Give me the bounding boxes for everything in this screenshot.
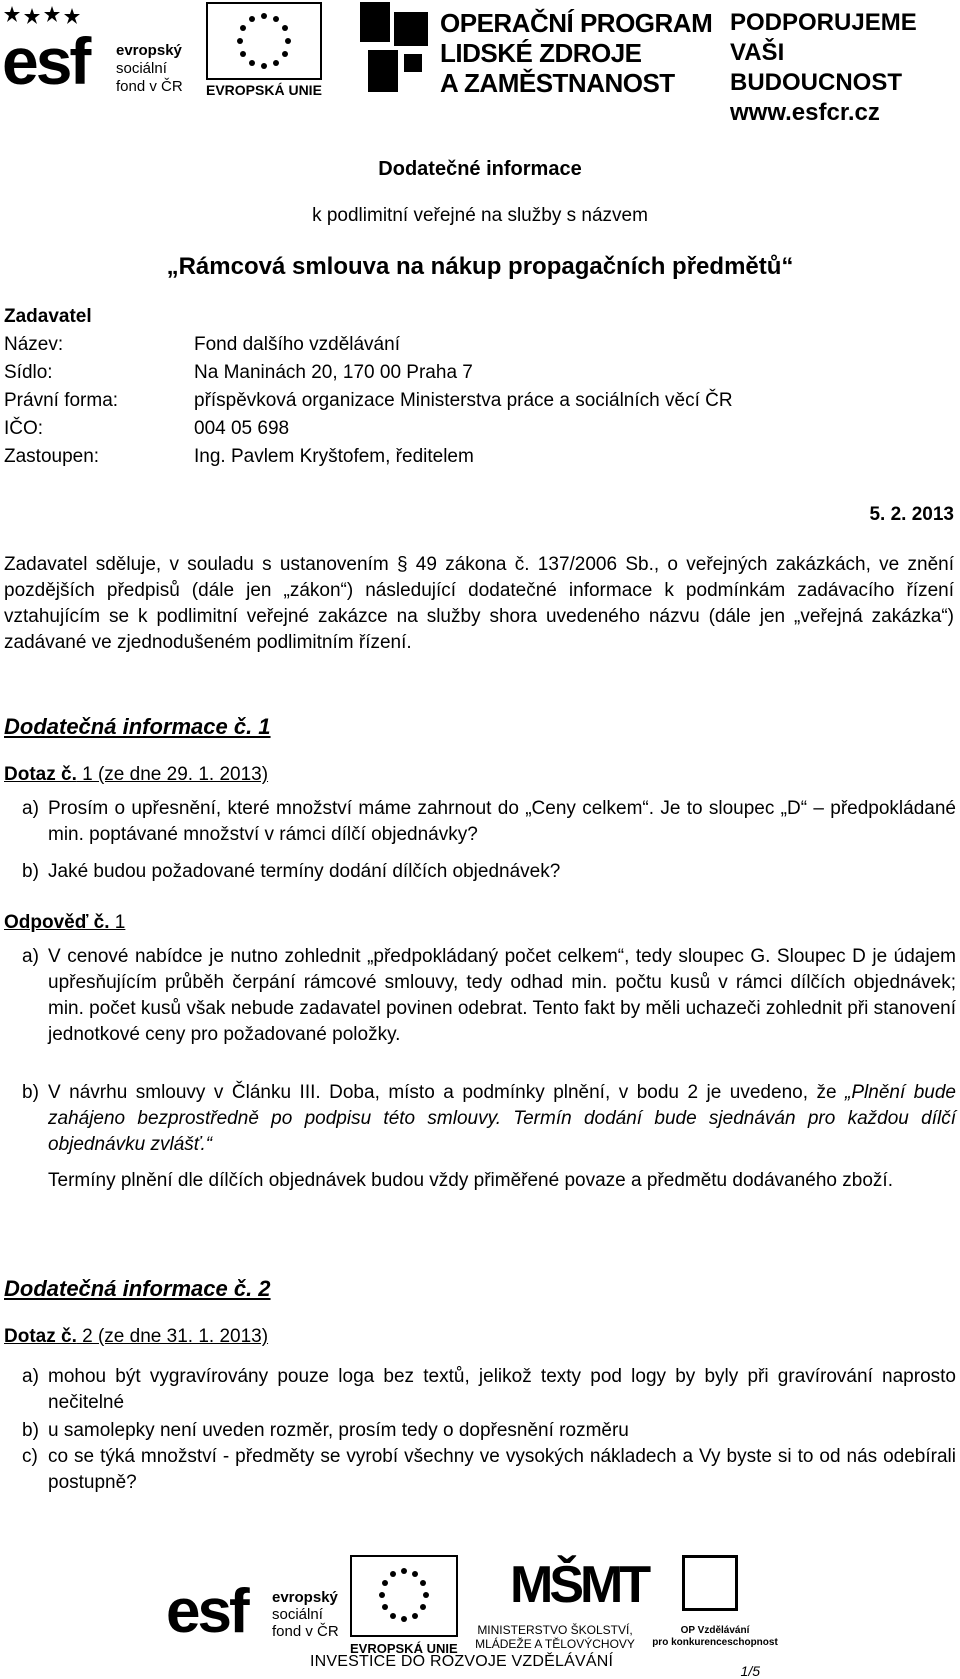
- section-heading-di1: Dodatečná informace č. 1: [4, 714, 271, 739]
- doc-title: Dodatečné informace: [378, 158, 582, 180]
- list-item: a) mohou být vygravírovány pouze loga bez textů, jelikož texty pod logy by byly při gravírování naprosto nečitelné: [22, 1366, 956, 1413]
- dotaz-heading: Dotaz č. 1 (ze dne 29. 1. 2013): [4, 764, 269, 785]
- list-item: Termíny plnění dle dílčích objednávek budou vždy přiměřené povaze a předmětu dodávaného zboží.: [48, 1170, 893, 1191]
- zadavatel-row: Zastoupen: Ing. Pavlem Kryštofem, ředitelem: [4, 446, 474, 467]
- msmt-logo: MŠMT MINISTERSTVO ŠKOLSTVÍ, MLÁDEŽE A TĚLOVÝCHOVY: [475, 1556, 648, 1651]
- section-heading-di2: Dodatečná informace č. 2: [4, 1276, 271, 1301]
- contract-name: „Rámcová smlouva na nákup propagačních předmětů“: [166, 253, 794, 280]
- esf-mark: esf: [2, 24, 89, 98]
- zadavatel-row: Název: Fond dalšího vzdělávání: [4, 334, 400, 355]
- doc-subtitle: k podlimitní veřejné na služby s názvem: [312, 205, 648, 226]
- dotaz-heading: Dotaz č. 2 (ze dne 31. 1. 2013): [4, 1326, 269, 1347]
- page-number: 1/5: [740, 1663, 760, 1679]
- op-vk-logo: OP Vzdělávání pro konkurenceschopnost: [650, 1555, 780, 1665]
- podporujeme-text: PODPORUJEME VAŠI BUDOUCNOST www.esfcr.cz: [730, 9, 917, 126]
- zadavatel-row: IČO: 004 05 698: [4, 418, 290, 439]
- list-item: a) Prosím o upřesnění, které množství máme zahrnout do „Ceny celkem“. Je to sloupec „D“ – předpokládané min. poptávané množství v rámci dílčí objednávky?: [22, 798, 956, 845]
- investice-slogan: INVESTICE DO ROZVOJE VZDĚLÁVÁNÍ: [310, 1653, 614, 1670]
- eu-caption: EVROPSKÁ UNIE: [206, 82, 322, 98]
- eu-caption: EVROPSKÁ UNIE: [350, 1641, 458, 1656]
- op-vk-icon: [682, 1555, 738, 1611]
- list-item: b) u samolepky není uveden rozměr, prosím tedy o dopřesnění rozměru: [22, 1420, 629, 1441]
- op-lz-icon: [360, 2, 430, 94]
- header-logos: [0, 0, 960, 126]
- eu-flag-icon: [206, 2, 322, 80]
- zadavatel-heading: Zadavatel: [4, 306, 92, 327]
- odpoved-heading: Odpověď č. 1: [4, 912, 126, 933]
- esf-caption: evropský sociální fond v ČR: [116, 42, 183, 95]
- zadavatel-row: Právní forma: příspěvková organizace Ministerstva práce a sociálních věcí ČR: [4, 390, 733, 411]
- doc-date: 5. 2. 2013: [869, 504, 954, 525]
- intro-paragraph: Zadavatel sděluje, v souladu s ustanovením § 49 zákona č. 137/2006 Sb., o veřejných zakázkách, ve znění pozdějších předpisů (dále jen „zákon“) následující dodatečné informace k podmínkám zadávacího řízení vztahujícím se k podlimitní veřejné zakázce na služby shora uvedeného názvu (dále jen „veřejná zakázka“) zadávané ve zjednodušeném podlimitním řízení.: [4, 554, 954, 653]
- list-item: b) Jaké budou požadované termíny dodání dílčích objednávek?: [22, 861, 561, 882]
- list-item: a) V cenové nabídce je nutno zohlednit „předpokládaný počet celkem“, tedy sloupec G. Sloupec D je údajem upřesňujícím průběh čerpání rámcové smlouvy, tedy odhad min. počtu kusů v rámci dílčích objednávek; min. počet kusů však nebude zadavatel povinen odebrat. Tento fakt by měli uchazeči zohlednit při stanovení jednotkové ceny pro požadované položky.: [22, 946, 956, 1045]
- zadavatel-row: Sídlo: Na Maninách 20, 170 00 Praha 7: [4, 362, 473, 383]
- esf-logo: [0, 0, 200, 105]
- footer-logos: [0, 1545, 960, 1678]
- list-item: b) V návrhu smlouvy v Článku III. Doba, místo a podmínky plnění, v bodu 2 je uvedeno, že „Plnění bude zahájeno bezprostředně po podpisu této smlouvy. Termín dodání bude sjednáván pro každou dílčí objednávku zvlášť.“: [22, 1082, 957, 1155]
- esf-logo: esf evropský sociální fond v ČR: [166, 1577, 339, 1646]
- eu-flag-icon: [350, 1555, 458, 1637]
- list-item: c) co se týká množství - předměty se vyrobí všechny ve vysokých nákladech a Vy byste si to od nás odebírali postupně?: [22, 1446, 956, 1493]
- op-title: OPERAČNÍ PROGRAM LIDSKÉ ZDROJE A ZAMĚSTNANOST: [440, 8, 713, 98]
